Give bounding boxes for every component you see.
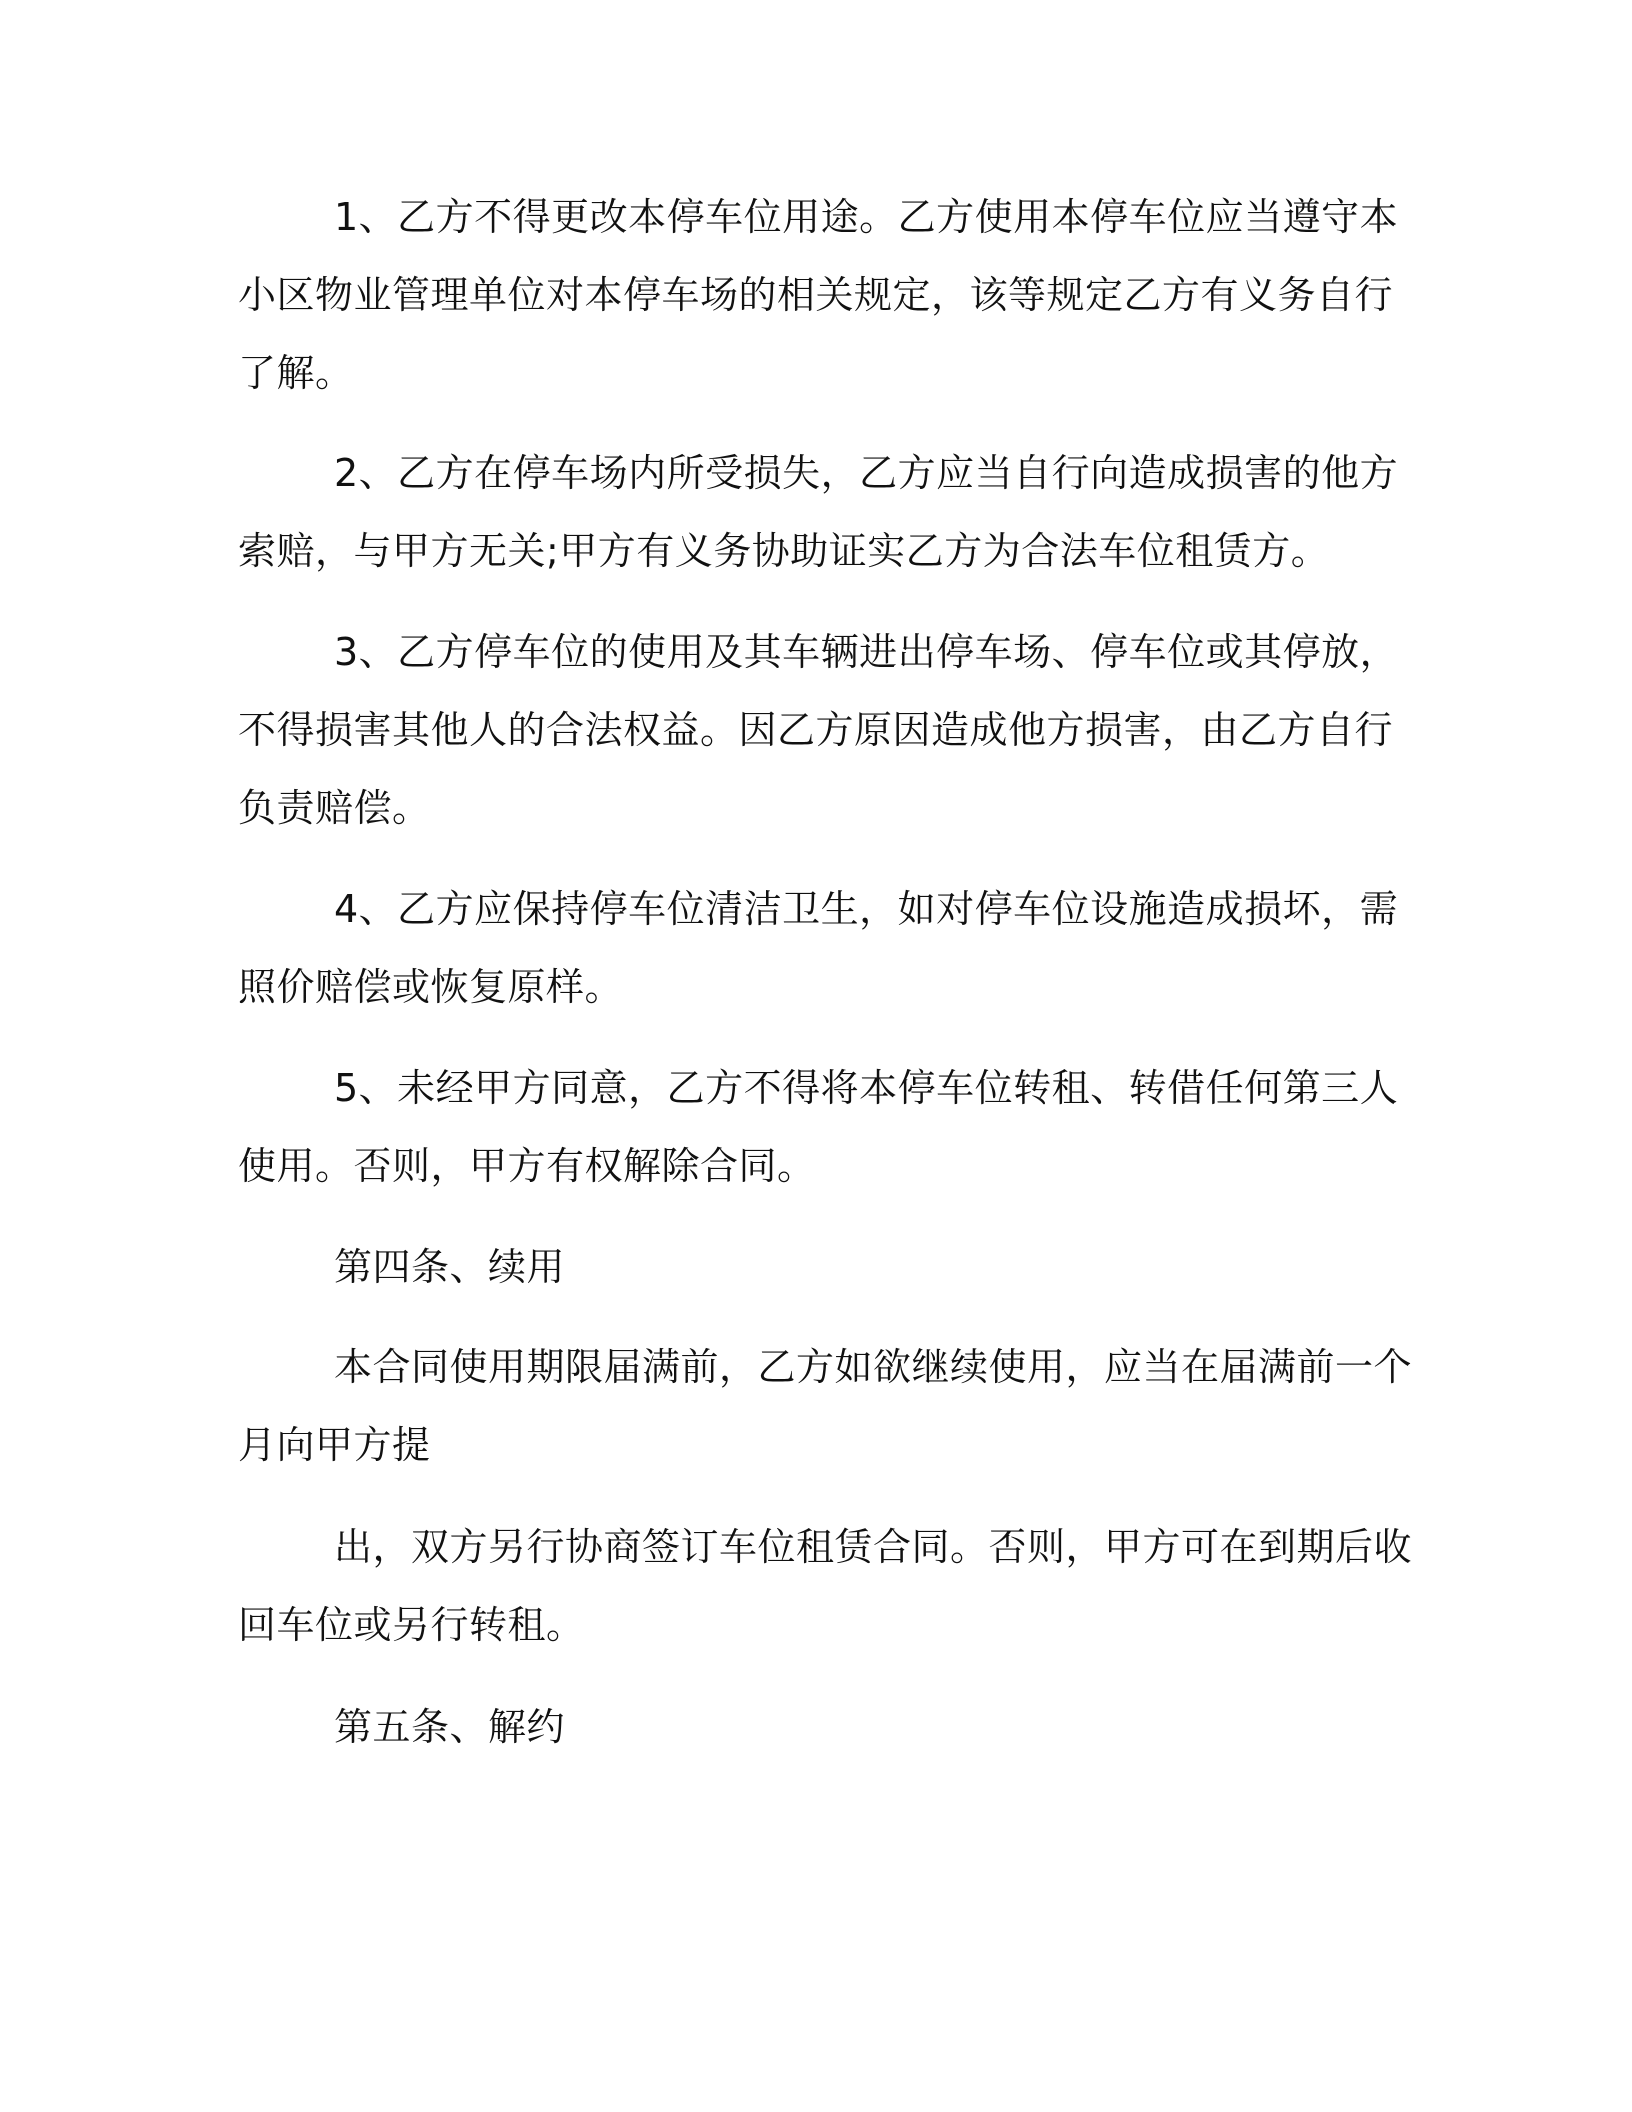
article-4-para-2-line-2: 回车位或另行转租。 <box>238 1603 585 1647</box>
clause-3-line-2: 不得损害其他人的合法权益。因乙方原因造成他方损害，由乙方自行 <box>238 708 1394 752</box>
clause-1-line-1: 1、乙方不得更改本停车位用途。乙方使用本停车位应当遵守本 <box>334 195 1399 239</box>
article-5-heading: 第五条、解约 <box>334 1705 566 1749</box>
clause-5 <box>238 1049 1399 1205</box>
article-4-para-1 <box>238 1328 1413 1484</box>
clause-1 <box>238 178 1399 412</box>
clause-3 <box>238 613 1399 847</box>
article-4-para-1-line-2: 月向甲方提 <box>238 1423 431 1467</box>
article-4-para-2-line-1: 出，双方另行协商签订车位租赁合同。否则，甲方可在到期后收 <box>334 1525 1413 1569</box>
article-4-heading: 第四条、续用 <box>334 1245 566 1289</box>
clause-1-line-2: 小区物业管理单位对本停车场的相关规定，该等规定乙方有义务自行 <box>238 273 1394 317</box>
clause-4-line-1: 4、乙方应保持停车位清洁卫生，如对停车位设施造成损坏，需 <box>334 887 1399 931</box>
clause-2 <box>238 434 1399 590</box>
clause-3-line-3: 负责赔偿。 <box>238 786 431 830</box>
clause-3-line-1: 3、乙方停车位的使用及其车辆进出停车场、停车位或其停放， <box>334 630 1399 674</box>
clause-2-line-1: 2、乙方在停车场内所受损失，乙方应当自行向造成损害的他方 <box>334 451 1399 495</box>
clause-4-line-2: 照价赔偿或恢复原样。 <box>238 965 624 1009</box>
clause-4 <box>238 870 1399 1026</box>
clause-1-line-3: 了解。 <box>238 351 354 395</box>
clause-2-line-2: 索赔，与甲方无关;甲方有义务协助证实乙方为合法车位租赁方。 <box>238 529 1330 573</box>
article-4-para-2 <box>238 1508 1413 1664</box>
clause-5-line-2: 使用。否则，甲方有权解除合同。 <box>238 1144 816 1188</box>
article-4-para-1-line-1: 本合同使用期限届满前，乙方如欲继续使用，应当在届满前一个 <box>334 1345 1413 1389</box>
clause-5-line-1: 5、未经甲方同意，乙方不得将本停车位转租、转借任何第三人 <box>334 1066 1399 1110</box>
